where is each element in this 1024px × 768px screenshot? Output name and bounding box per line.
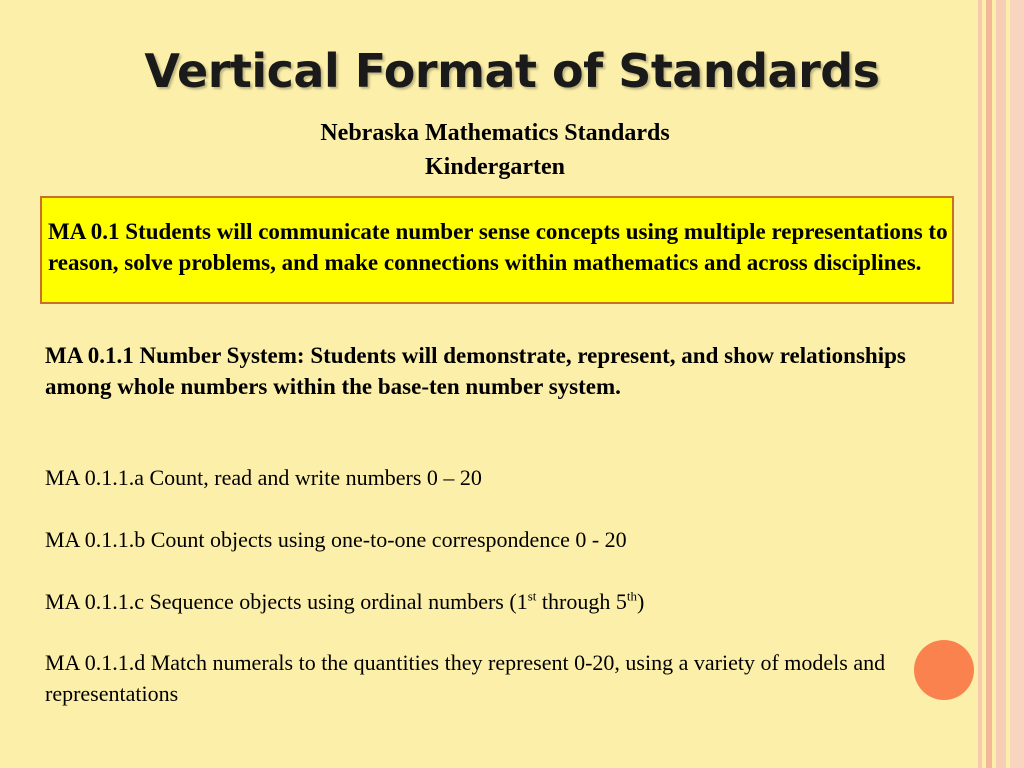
slide-title: Vertical Format of Standards (144, 44, 880, 98)
indicator-c-sup-st: st (527, 588, 537, 604)
indicator-c (45, 586, 945, 617)
subtitle-grade: Kindergarten (425, 154, 565, 180)
subtitle-standards-name: Nebraska Mathematics Standards (320, 120, 670, 146)
decorative-stripe (978, 0, 982, 768)
indicator-c-before: MA 0.1.1.c Sequence objects using ordinal numbers (1 (45, 589, 528, 614)
decorative-stripe (996, 0, 1006, 768)
indicator-c-sup-th: th (626, 588, 637, 604)
number-system-text: MA 0.1.1 Number System: Students will demonstrate, represent, and show relationships among whole numbers within the base-ten number system. (45, 343, 906, 399)
indicator-d: MA 0.1.1.d Match numerals to the quantities they represent 0-20, using a variety of models and representations (45, 650, 886, 706)
standard-text: MA 0.1 Students will communicate number sense concepts using multiple representations to reason, solve problems, and make connections within mathematics and across disciplines. (48, 219, 948, 275)
decorative-orange-circle (914, 640, 974, 700)
standard-highlight-box (40, 196, 954, 304)
decorative-stripe (986, 0, 992, 768)
indicator-c-middle: through 5 (536, 589, 627, 614)
indicator-b: MA 0.1.1.b Count objects using one-to-one correspondence 0 - 20 (45, 527, 627, 552)
indicator-c-after: ) (636, 589, 645, 614)
indicator-a: MA 0.1.1.a Count, read and write numbers 0 – 20 (45, 465, 482, 490)
decorative-stripe (1010, 0, 1024, 768)
